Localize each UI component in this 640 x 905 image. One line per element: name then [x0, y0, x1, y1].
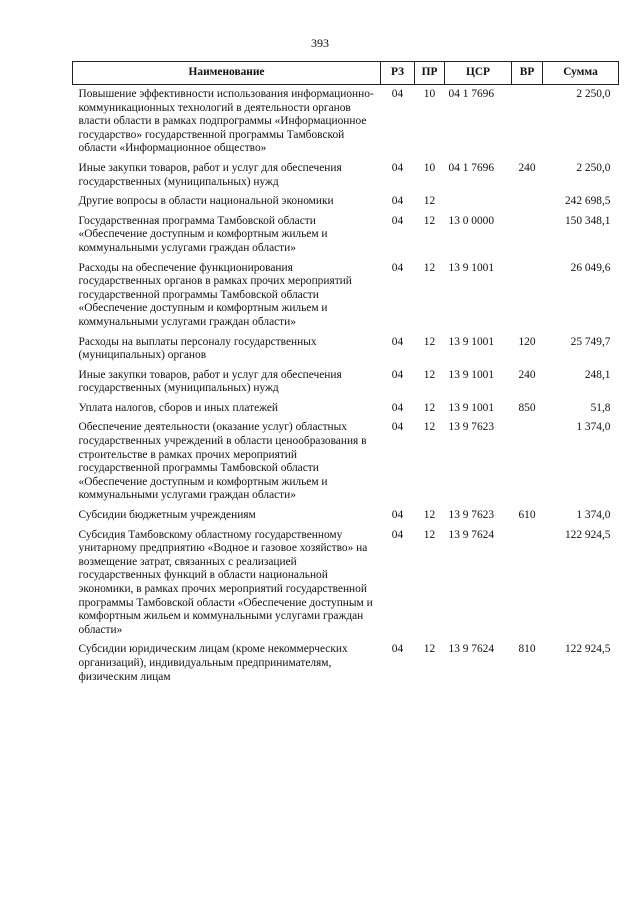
- cell-sum: 248,1: [584, 368, 611, 381]
- cell-pr: 12: [423, 421, 436, 434]
- cell-sum: 2 250,0: [576, 161, 611, 174]
- cell-name: Другие вопросы в области национальной экономики: [78, 195, 334, 208]
- table-row: [73, 506, 619, 526]
- cell-vr: [512, 85, 543, 159]
- cell-sum: 242 698,5: [564, 195, 611, 208]
- table-row: [73, 85, 619, 159]
- table-row: [73, 192, 619, 212]
- cell-name: Иные закупки товаров, работ и услуг для обеспечения государственных (муниципальных) нужд: [78, 161, 342, 188]
- cell-csr: 04 1 7696: [448, 88, 495, 100]
- cell-sum: 1 374,0: [576, 421, 611, 434]
- table-row: [73, 212, 619, 259]
- cell-rz: 04: [391, 528, 404, 541]
- cell-csr: 13 9 1001: [448, 401, 495, 414]
- cell-vr: 240: [518, 368, 536, 381]
- cell-vr: 850: [518, 401, 536, 414]
- cell-rz: 04: [391, 214, 404, 227]
- page-number: 393: [311, 36, 329, 50]
- cell-sum: 122 924,5: [564, 643, 611, 656]
- table-row: [73, 259, 619, 333]
- cell-vr: [512, 418, 543, 506]
- cell-rz: 04: [391, 88, 404, 100]
- cell-vr: [512, 192, 543, 212]
- table-row: [73, 640, 619, 687]
- cell-pr: 12: [423, 643, 436, 656]
- cell-rz: 04: [391, 161, 404, 174]
- cell-vr: 120: [518, 335, 536, 348]
- cell-pr: 12: [423, 335, 436, 348]
- cell-name: Иные закупки товаров, работ и услуг для обеспечения государственных (муниципальных) нужд: [78, 368, 342, 395]
- cell-rz: 04: [391, 335, 404, 348]
- cell-vr: [512, 259, 543, 333]
- cell-csr: 13 9 7623: [448, 509, 495, 522]
- cell-name: Повышение эффективности использования информационно-коммуникационных технологий в деятельности органов власти области в рамках подпрограммы «Информационное государство» государственной программы Тамбовской области «Информационное общество»: [78, 88, 374, 155]
- cell-csr: 13 9 7624: [448, 643, 495, 656]
- cell-pr: 12: [423, 401, 436, 414]
- cell-pr: 10: [423, 161, 436, 174]
- cell-pr: 12: [423, 509, 436, 522]
- cell-rz: 04: [391, 195, 404, 208]
- cell-sum: 2 250,0: [576, 88, 611, 100]
- cell-sum: 25 749,7: [570, 335, 611, 348]
- cell-vr: 610: [518, 509, 536, 522]
- cell-vr: 810: [518, 643, 536, 656]
- header-row: [73, 62, 619, 85]
- cell-pr: 12: [423, 195, 436, 208]
- cell-csr: 04 1 7696: [448, 161, 495, 174]
- table-header: [73, 62, 619, 85]
- cell-csr: 13 9 1001: [448, 335, 495, 348]
- cell-pr: 12: [423, 214, 436, 227]
- header-pr: ПР: [415, 62, 445, 85]
- cell-csr: 13 9 7623: [448, 421, 495, 434]
- cell-sum: 51,8: [590, 401, 611, 414]
- cell-sum: 1 374,0: [576, 509, 611, 522]
- cell-sum: 150 348,1: [564, 214, 611, 227]
- table-row: [73, 526, 619, 641]
- header-rz: РЗ: [381, 62, 415, 85]
- cell-pr: 12: [423, 368, 436, 381]
- cell-rz: 04: [391, 368, 404, 381]
- cell-name: Расходы на выплаты персоналу государственных (муниципальных) органов: [78, 335, 317, 362]
- cell-name: Обеспечение деятельности (оказание услуг) областных государственных учреждений в области ценообразования в строительстве в рамках прочих мероприятий государственной программы Тамбовской области «Обеспечение доступным и комфортным жильем и коммунальными услугами граждан области»: [78, 421, 367, 502]
- table-row: [73, 399, 619, 419]
- cell-csr: 13 0 0000: [448, 214, 495, 227]
- table-body: [73, 85, 619, 688]
- cell-rz: 04: [391, 401, 404, 414]
- cell-rz: 04: [391, 421, 404, 434]
- header-csr: ЦСР: [445, 62, 512, 85]
- cell-sum: 26 049,6: [570, 261, 611, 274]
- cell-vr: [512, 526, 543, 641]
- cell-csr: 13 9 7624: [448, 528, 495, 541]
- cell-rz: 04: [391, 261, 404, 274]
- table-row: [73, 418, 619, 506]
- budget-table: [72, 61, 619, 687]
- cell-name: Субсидии юридическим лицам (кроме некоммерческих организаций), индивидуальным предпринимателям, физическим лицам: [78, 643, 348, 683]
- cell-name: Субсидия Тамбовскому областному государственному унитарному предприятию «Водное и газовое хозяйство» на возмещение затрат, связанных с реализацией государственных функций в области национальной экономики, в рамках прочих мероприятий государственной программы Тамбовской области «Обеспечение доступным и комфортным жильем и коммунальными услугами граждан области»: [78, 528, 373, 636]
- cell-sum: 122 924,5: [564, 528, 611, 541]
- header-vr: ВР: [512, 62, 543, 85]
- cell-vr: [512, 212, 543, 259]
- cell-pr: 12: [423, 528, 436, 541]
- table-row: [73, 333, 619, 366]
- cell-vr: 240: [518, 161, 536, 174]
- cell-name: Уплата налогов, сборов и иных платежей: [78, 401, 278, 414]
- cell-name: Расходы на обеспечение функционирования государственных органов в рамках прочих мероприятий государственной программы Тамбовской области «Обеспечение доступным и комфортным жильем и коммунальными услугами граждан области»: [78, 261, 352, 328]
- header-sum: Сумма: [543, 62, 619, 85]
- cell-csr: 13 9 1001: [448, 368, 495, 381]
- cell-rz: 04: [391, 509, 404, 522]
- table-row: [73, 366, 619, 399]
- cell-csr: 13 9 1001: [448, 261, 495, 274]
- table-row: [73, 159, 619, 192]
- header-name: Наименование: [73, 62, 381, 85]
- cell-pr: 10: [423, 88, 436, 100]
- cell-rz: 04: [391, 643, 404, 656]
- cell-csr: [445, 192, 512, 212]
- cell-name: Государственная программа Тамбовской области «Обеспечение доступным и комфортным жильем и коммунальными услугами граждан области»: [78, 214, 328, 254]
- cell-pr: 12: [423, 261, 436, 274]
- cell-name: Субсидии бюджетным учреждениям: [78, 509, 256, 522]
